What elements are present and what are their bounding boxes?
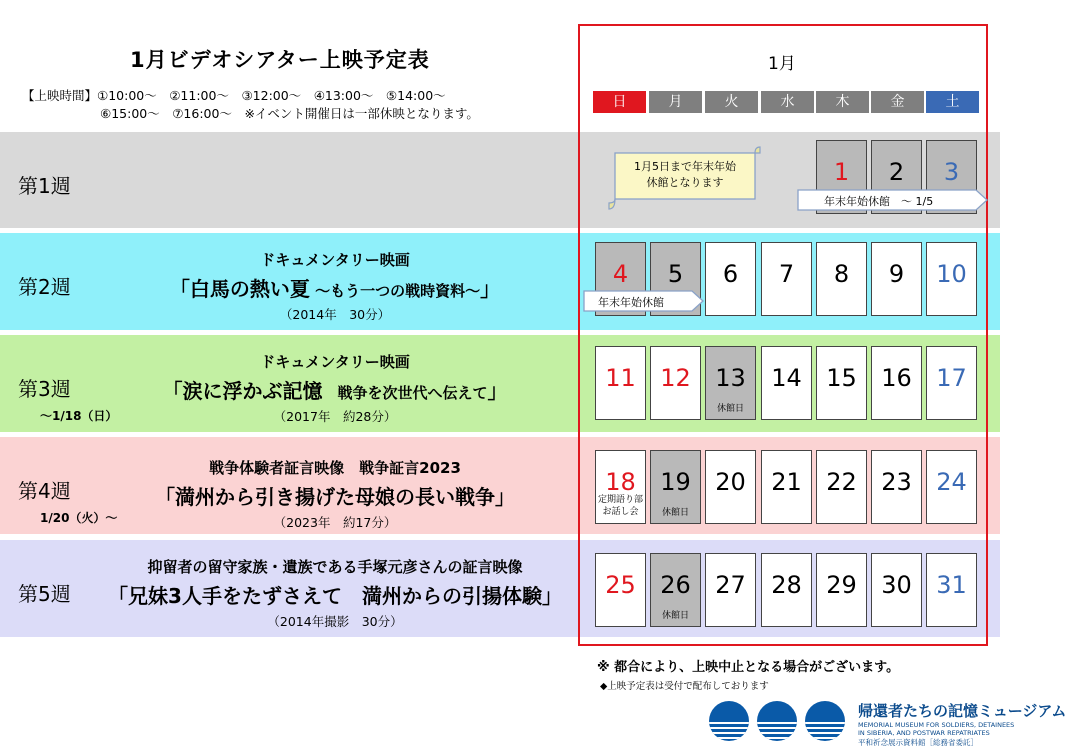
weekday-tue: 火 — [705, 91, 758, 113]
day-cell-29: 29 — [816, 553, 867, 627]
weekday-sun: 日 — [593, 91, 646, 113]
day-cell-24: 24 — [926, 450, 977, 524]
week4-label: 第4週 — [18, 479, 71, 503]
new-year-closure-label-w1: 年末年始休館 ～ 1/5 — [824, 195, 934, 208]
day-cell-25: 25 — [595, 553, 646, 627]
closure-scroll-note — [607, 147, 761, 211]
closed-day-note-19: 休館日 — [661, 508, 689, 518]
week2-film-info: （2014年 30分） — [279, 307, 391, 322]
week2-film-title: 「白馬の熱い夏 ～もう一つの戦時資料～」 — [169, 277, 501, 301]
weekday-wed: 水 — [761, 91, 814, 113]
day-cell-20: 20 — [705, 450, 756, 524]
weekday-thu: 木 — [816, 91, 869, 113]
day-cell-6: 6 — [705, 242, 756, 316]
day-cell-5: 5 — [650, 242, 701, 316]
week5-label: 第5週 — [18, 582, 71, 606]
new-year-closure-arrow-w1 — [798, 188, 988, 212]
day-cell-17: 17 — [926, 346, 977, 420]
closure-scroll-text: 1月5日まで年末年始 休館となります — [634, 160, 736, 189]
day-cell-7: 7 — [761, 242, 812, 316]
weekday-sat: 土 — [926, 91, 979, 113]
week3-category: ドキュメンタリー映画 — [260, 353, 410, 371]
week4-date-range: 1/20（火）～ — [40, 511, 118, 525]
week5-film-title: 「兄妹3人手をたずさえて 満州からの引揚体験」 — [108, 584, 562, 608]
week3-label: 第3週 — [18, 377, 71, 401]
screening-times-line1: 【上映時間】①10:00～ ②11:00～ ③12:00～ ④13:00～ ⑤14:00～ — [22, 88, 446, 103]
day-cell-3: 3 — [926, 140, 977, 214]
day-cell-26: 26 休館日 — [650, 553, 701, 627]
day-cell-19: 19 休館日 — [650, 450, 701, 524]
day-cell-4: 4 — [595, 242, 646, 316]
week3-date-range: ～1/18（日） — [40, 409, 118, 423]
new-year-closure-arrow-w2 — [584, 289, 704, 313]
day-cell-28: 28 — [761, 553, 812, 627]
page-title: 1月ビデオシアター上映予定表 — [130, 48, 430, 72]
week2-category: ドキュメンタリー映画 — [260, 251, 410, 269]
day-cell-12: 12 — [650, 346, 701, 420]
week1-label: 第1週 — [18, 174, 71, 198]
day-cell-8: 8 — [816, 242, 867, 316]
week3-film-title: 「涙に浮かぶ記憶 戦争を次世代へ伝えて」 — [162, 379, 508, 403]
screening-times-line2: ⑥15:00～ ⑦16:00～ ※イベント開催日は一部休映となります。 — [100, 106, 479, 121]
day-cell-2: 2 — [871, 140, 922, 214]
week4-film-title: 「満州から引き揚げた母娘の長い戦争」 — [155, 485, 515, 509]
weekday-mon: 月 — [649, 91, 702, 113]
day-cell-31: 31 — [926, 553, 977, 627]
calendar-month: 1月 — [768, 54, 796, 74]
day-cell-22: 22 — [816, 450, 867, 524]
day-cell-10: 10 — [926, 242, 977, 316]
week3-film-info: （2017年 約28分） — [273, 409, 397, 424]
week4-category: 戦争体験者証言映像 戦争証言2023 — [209, 459, 461, 477]
day-cell-1: 1 — [816, 140, 867, 214]
cancellation-notice: ※ 都合により、上映中止となる場合がございます。 — [597, 660, 900, 675]
closed-day-note-26: 休館日 — [661, 611, 689, 621]
day-cell-11: 11 — [595, 346, 646, 420]
day-cell-27: 27 — [705, 553, 756, 627]
museum-logo-text: 帰還者たちの記憶ミュージアム MEMORIAL MUSEUM FOR SOLDIERS, DETAINEES IN SIBERIA, AND POSTWAR REPATRIATES 平和祈念展示資料館［総務省委託］ — [858, 702, 1066, 747]
new-year-closure-label-w2: 年末年始休館 — [598, 296, 664, 309]
day-cell-15: 15 — [816, 346, 867, 420]
distribution-note: ◆上映予定表は受付で配布しております — [600, 681, 769, 692]
storyteller-talk-note: 定期語り部 お話し会 — [597, 495, 643, 517]
museum-logo-icon — [708, 700, 848, 742]
weekday-fri: 金 — [871, 91, 924, 113]
week5-film-info: （2014年撮影 30分） — [267, 614, 403, 629]
week5-category: 抑留者の留守家族・遺族である手塚元彦さんの証言映像 — [147, 558, 523, 576]
week4-film-info: （2023年 約17分） — [273, 515, 397, 530]
day-cell-23: 23 — [871, 450, 922, 524]
day-cell-9: 9 — [871, 242, 922, 316]
day-cell-14: 14 — [761, 346, 812, 420]
day-cell-18: 18 定期語り部 お話し会 — [595, 450, 646, 524]
day-cell-13: 13 休館日 — [705, 346, 756, 420]
closed-day-note-13: 休館日 — [716, 404, 744, 414]
day-cell-21: 21 — [761, 450, 812, 524]
day-cell-16: 16 — [871, 346, 922, 420]
day-cell-30: 30 — [871, 553, 922, 627]
week2-label: 第2週 — [18, 275, 71, 299]
